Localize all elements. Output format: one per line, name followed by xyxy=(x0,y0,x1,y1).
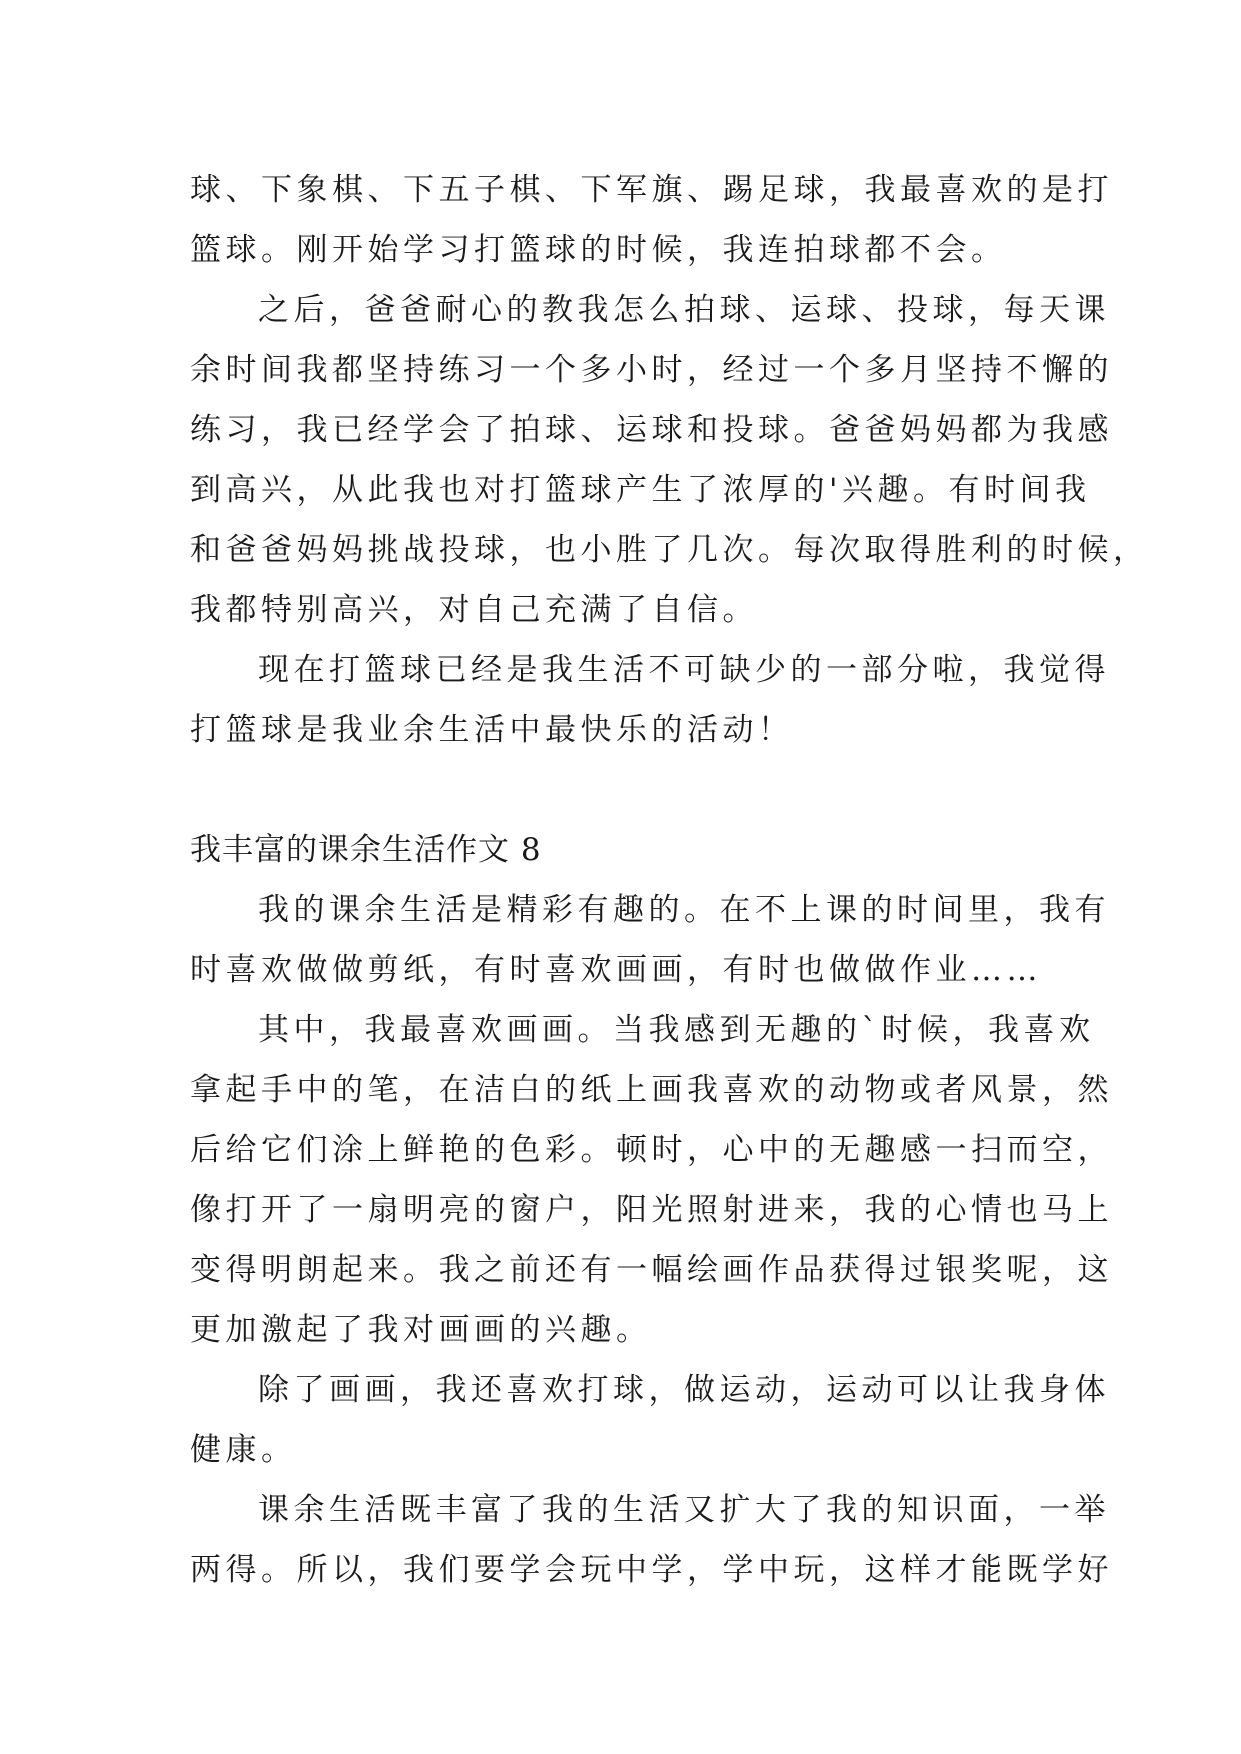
text-line: 后给它们涂上鲜艳的色彩。顿时，心中的无趣感一扫而空， xyxy=(190,1132,1113,1168)
text-line: 课余生活既丰富了我的生活又扩大了我的知识面，一举 xyxy=(258,1492,1110,1528)
text-line: 两得。所以，我们要学会玩中学，学中玩，这样才能既学好 xyxy=(190,1552,1113,1588)
text-line: 变得明朗起来。我之前还有一幅绘画作品获得过银奖呢，这 xyxy=(190,1252,1113,1288)
text-line: 时喜欢做做剪纸，有时喜欢画画，有时也做做作业…… xyxy=(190,952,1042,988)
paragraph xyxy=(190,1000,1113,1360)
text-line: 篮球。刚开始学习打篮球的时候，我连拍球都不会。 xyxy=(190,232,1007,268)
essay-title: 我丰富的课余生活作文 8 xyxy=(190,832,542,868)
text-line: 健康。 xyxy=(190,1432,297,1468)
paragraph xyxy=(190,160,1113,280)
document-page xyxy=(190,160,1149,1600)
paragraph xyxy=(190,280,1149,640)
text-line: 像打开了一扇明亮的窗户，阳光照射进来，我的心情也马上 xyxy=(190,1192,1113,1228)
text-line: 我的课余生活是精彩有趣的。在不上课的时间里，我有 xyxy=(258,892,1110,928)
paragraph xyxy=(190,1480,1113,1600)
text-line: 拿起手中的笔，在洁白的纸上画我喜欢的动物或者风景，然 xyxy=(190,1072,1113,1108)
text-line: 余时间我都坚持练习一个多小时，经过一个多月坚持不懈的 xyxy=(190,352,1113,388)
text-line: 到高兴，从此我也对打篮球产生了浓厚的'兴趣。有时间我 xyxy=(190,472,1091,508)
text-line: 之后，爸爸耐心的教我怎么拍球、运球、投球，每天课 xyxy=(258,292,1110,328)
paragraph xyxy=(190,880,1110,1000)
text-line: 现在打篮球已经是我生活不可缺少的一部分啦，我觉得 xyxy=(258,652,1110,688)
text-line: 我都特别高兴，对自己充满了自信。 xyxy=(190,592,758,628)
text-line: 球、下象棋、下五子棋、下军旗、踢足球，我最喜欢的是打 xyxy=(190,172,1113,208)
text-line: 和爸爸妈妈挑战投球，也小胜了几次。每次取得胜利的时候， xyxy=(190,532,1149,568)
text-line: 除了画画，我还喜欢打球，做运动，运动可以让我身体 xyxy=(258,1372,1110,1408)
text-line: 打篮球是我业余生活中最快乐的活动！ xyxy=(190,712,794,748)
text-line: 练习，我已经学会了拍球、运球和投球。爸爸妈妈都为我感 xyxy=(190,412,1113,448)
paragraph xyxy=(190,640,1110,760)
text-line: 其中，我最喜欢画画。当我感到无趣的`时候，我喜欢 xyxy=(258,1012,1095,1048)
paragraph xyxy=(190,1360,1110,1480)
text-line: 更加激起了我对画画的兴趣。 xyxy=(190,1312,652,1348)
